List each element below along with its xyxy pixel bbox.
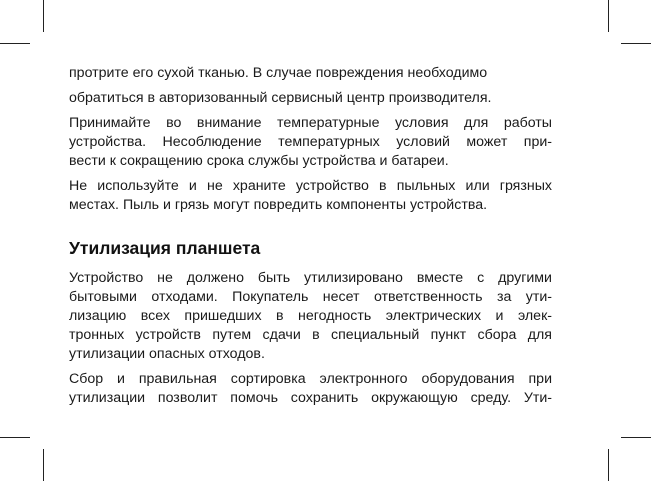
- text-line: Принимайте во внимание температурные условия для работы: [69, 115, 552, 131]
- crop-mark-left-upper: [0, 43, 30, 44]
- crop-mark-bottom-right: [608, 449, 609, 481]
- text-line: Устройство не должено быть утилизировано вместе с другими: [69, 270, 552, 286]
- text-line: Не используйте и не храните устройство в пыльных или грязных: [69, 178, 552, 194]
- paragraph-cleaning: [69, 64, 552, 83]
- text-line: устройства. Несоблюдение температурных условий может при-: [69, 134, 552, 150]
- text-line: вести к сокращению срока службы устройства и батареи.: [69, 153, 449, 169]
- text-line: бытовыми отходами. Покупатель несет ответственность за ути-: [69, 289, 552, 305]
- section-heading: Утилизация планшета: [69, 238, 261, 258]
- text-line: тронных устройств путем сдачи в специальный пункт сбора для: [69, 327, 552, 343]
- crop-mark-left-lower: [0, 437, 30, 438]
- text-line: обратиться в авторизованный сервисный центр производителя.: [69, 90, 492, 106]
- document-page: [69, 64, 552, 408]
- crop-mark-right-upper: [621, 43, 651, 44]
- text-line: утилизации опасных отходов.: [69, 346, 265, 362]
- paragraph-disposal: [69, 269, 552, 364]
- text-line: утилизации позволит помочь сохранить окружающую среду. Ути-: [69, 390, 552, 406]
- text-line: протрите его сухой тканью. В случае повреждения необходимо: [69, 65, 488, 81]
- text-line: лизацию всех пришедших в негодность электрических и элек-: [69, 308, 552, 324]
- crop-mark-top-left: [43, 0, 44, 32]
- paragraph-recycling: [69, 370, 552, 408]
- crop-mark-top-right: [608, 0, 609, 32]
- text-line: Сбор и правильная сортировка электронного оборудования при: [69, 371, 552, 387]
- paragraph-service-center: [69, 89, 552, 108]
- paragraph-dust: [69, 177, 552, 215]
- paragraph-temperature: [69, 114, 552, 171]
- text-line: местах. Пыль и грязь могут повредить компоненты устройства.: [69, 197, 488, 213]
- crop-mark-right-lower: [621, 437, 651, 438]
- crop-mark-bottom-left: [43, 449, 44, 481]
